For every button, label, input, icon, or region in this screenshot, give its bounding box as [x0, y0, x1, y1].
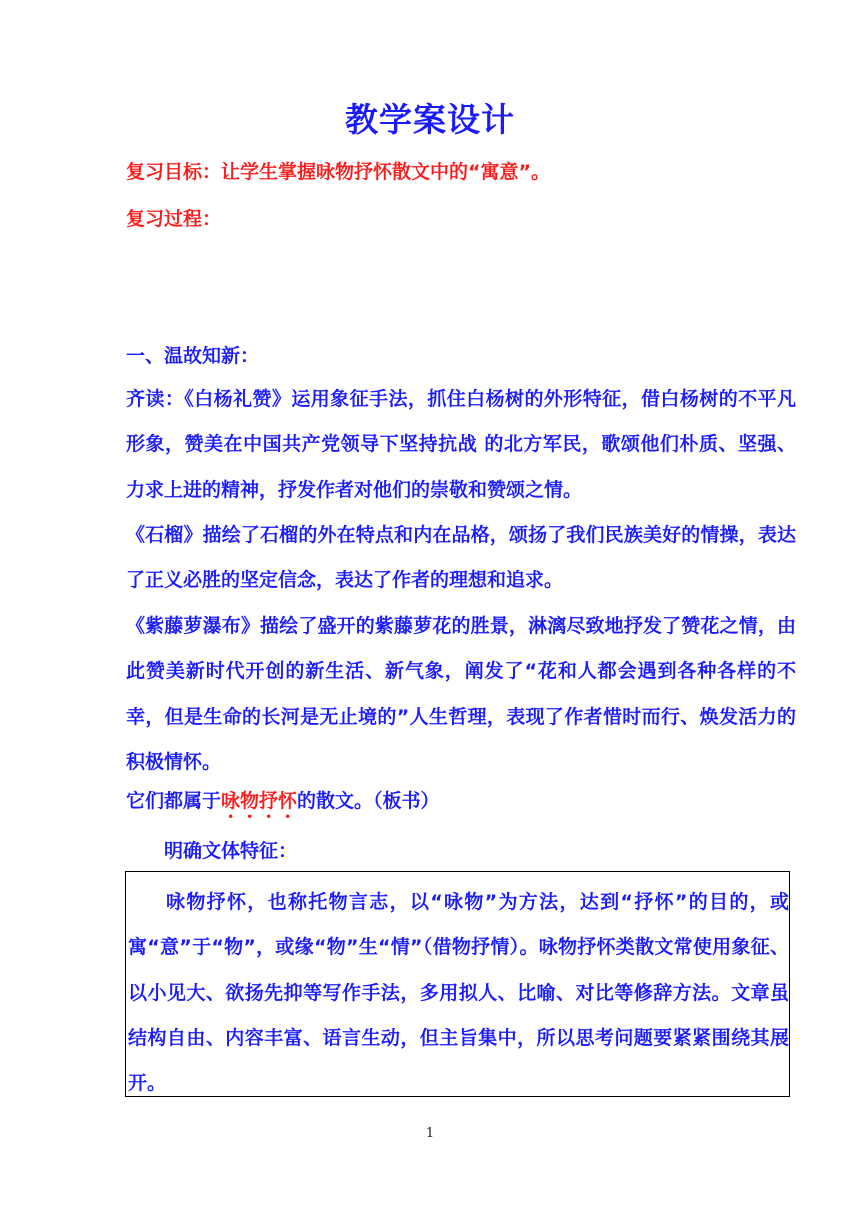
- summary-line: [126, 786, 796, 823]
- paragraph-ziteng: 《紫藤萝瀑布》描绘了盛开的紫藤萝花的胜景，淋漓尽致地抒发了赞花之情，由此赞美新时代开创的新生活、新气象，阐发了“花和人都会遇到各种各样的不幸，但是生命的长河是无止境的”人生哲理，表现了作者惜时而行、焕发活力的积极情怀。: [126, 615, 796, 773]
- review-process-label: 复习过程：: [126, 208, 222, 230]
- page-title: 教学案设计: [345, 100, 515, 139]
- genre-feature-text: 咏物抒怀，也称托物言志，以“咏物”为方法，达到“抒怀”的目的，或寓“意”于“物”，或缘“物”生“情”（借物抒情）。咏物抒怀类散文常使用象征、以小见大、欲扬先抑等写作手法，多用拟人、比喻、对比等修辞方法。文章虽结构自由、内容丰富、语言生动，但主旨集中，所以思考问题要紧紧围绕其展开。: [128, 891, 789, 1095]
- review-goal-label: 复习目标：: [126, 161, 222, 183]
- review-goal-text: 让学生掌握咏物抒怀散文中的“寓意”。: [221, 161, 550, 183]
- paragraph-shiliu: 《石榴》描绘了石榴的外在特点和内在品格，颂扬了我们民族美好的情操，表达了正义必胜的坚定信念，表达了作者的理想和追求。: [126, 524, 796, 592]
- paragraph-baiyang: 齐读：《白杨礼赞》运用象征手法，抓住白杨树的外形特征，借白杨树的不平凡形象，赞美在中国共产党领导下坚持抗战 的北方军民，歌颂他们朴质、坚强、力求上进的精神，抒发作者对他们的崇敬和赞颂之情。: [126, 388, 796, 501]
- summary-highlight: 咏物抒怀: [221, 790, 298, 812]
- review-process-line: [126, 204, 796, 234]
- summary-prefix: 它们都属于: [126, 790, 222, 812]
- section-one-heading: 一、温故知新：: [126, 345, 260, 367]
- page-number: 1: [425, 1126, 435, 1141]
- genre-feature-box: [125, 871, 790, 1097]
- review-goal-line: [126, 157, 796, 187]
- summary-suffix: 的散文。（板书）: [297, 790, 440, 812]
- genre-heading: 明确文体特征：: [164, 840, 298, 862]
